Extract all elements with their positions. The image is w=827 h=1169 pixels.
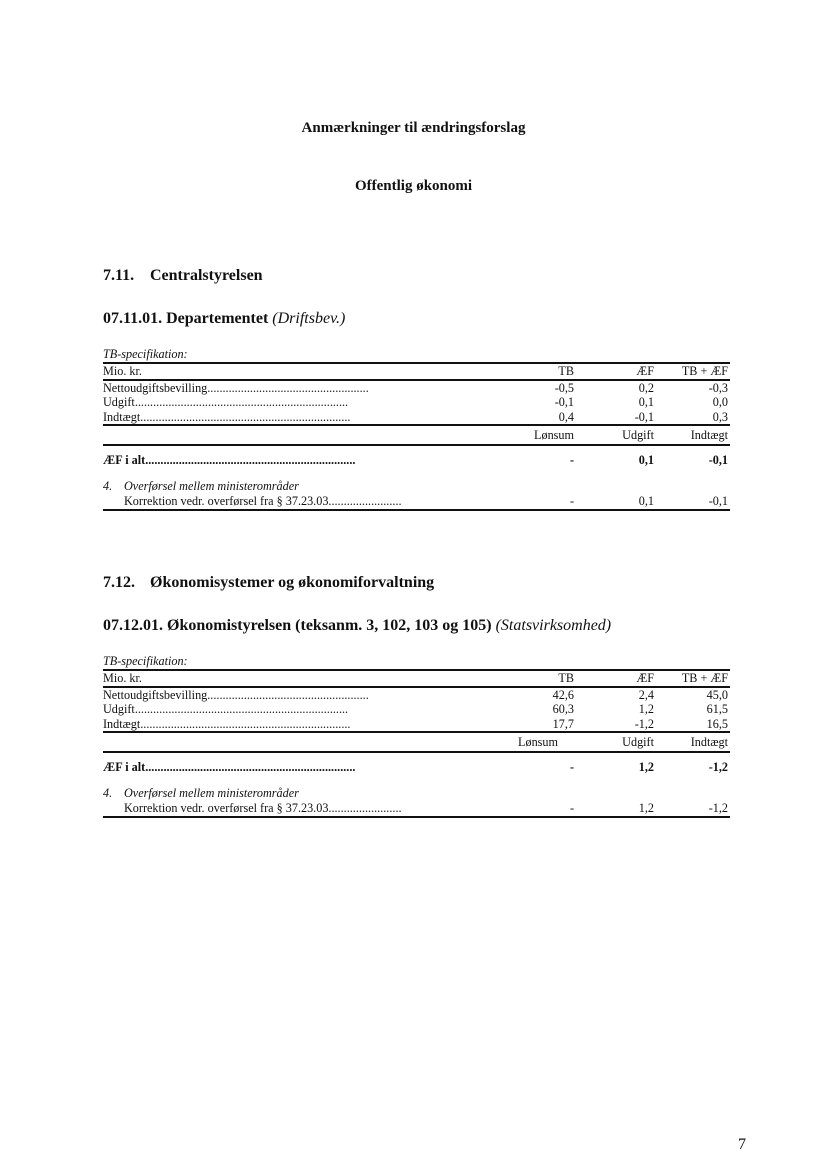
subheader-udgift: Udgift	[622, 735, 654, 749]
table-caption: TB-specifikation:	[103, 654, 188, 668]
table-row	[103, 688, 730, 703]
total-udgift: 1,2	[638, 760, 654, 774]
section-title: Centralstyrelsen	[150, 267, 263, 284]
note-row-label: Korrektion vedr. overførsel fra § 37.23.03........................	[124, 494, 402, 508]
header-aef: ÆF	[636, 671, 654, 685]
note-title	[103, 781, 730, 801]
row-label: Nettoudgiftsbevilling.....................................................	[103, 687, 369, 702]
cell-aef: 2,4	[638, 687, 654, 702]
table-subheader-row	[103, 733, 730, 751]
table-row	[103, 395, 730, 410]
cell-tb: 60,3	[552, 702, 574, 716]
subheader-indtaegt: Indtægt	[690, 428, 728, 442]
total-lonsum: -	[569, 453, 574, 467]
table-rule	[103, 509, 730, 511]
row-label: Udgift......................................................................	[103, 395, 349, 409]
total-udgift: 0,1	[638, 453, 654, 467]
note-lonsum: -	[569, 801, 574, 815]
cell-aef: 1,2	[638, 702, 654, 716]
subsection-heading-07-12-01	[103, 617, 611, 635]
cell-tb-aef: 45,0	[706, 687, 728, 702]
section-title: Økonomisystemer og økonomiforvaltning	[150, 574, 435, 591]
cell-aef: 0,1	[638, 395, 654, 409]
section-number: 7.11.	[103, 267, 135, 284]
header-aef: ÆF	[636, 364, 654, 378]
subsection-heading-07-11-01	[103, 310, 345, 328]
total-indtaegt: -0,1	[708, 453, 728, 467]
header-tb: TB	[558, 364, 574, 378]
cell-tb-aef: 0,0	[712, 395, 728, 409]
total-label: ÆF i alt.....................................................................	[103, 760, 356, 774]
tb-table-07-11-01	[103, 347, 730, 511]
note-row-label: Korrektion vedr. overførsel fra § 37.23.03........................	[124, 801, 402, 815]
row-label: Nettoudgiftsbevilling.....................................................	[103, 380, 369, 395]
total-lonsum: -	[569, 760, 574, 774]
table-row	[103, 717, 730, 732]
subheader-udgift: Udgift	[622, 428, 654, 442]
header-label: Mio. kr.	[103, 364, 142, 378]
note-indtaegt: -1,2	[708, 801, 728, 815]
note-row	[103, 801, 730, 816]
tb-table-07-12-01	[103, 654, 730, 818]
table-header-row	[103, 671, 730, 686]
section-number: 7.12.	[103, 574, 135, 591]
subsection-title: 07.11.01. Departementet	[103, 310, 269, 327]
cell-tb: 42,6	[552, 687, 574, 702]
total-indtaegt: -1,2	[708, 760, 728, 774]
row-label: Indtægt.....................................................................	[103, 409, 351, 424]
cell-tb: 0,4	[558, 409, 574, 424]
table-subheader-row	[103, 426, 730, 444]
section-heading-7-11	[103, 267, 263, 285]
note-index: 4.	[103, 786, 113, 800]
note-udgift: 1,2	[638, 801, 654, 815]
table-row	[103, 381, 730, 396]
note-lonsum: -	[569, 494, 574, 508]
page-heading: Anmærkninger til ændringsforslag	[301, 120, 526, 136]
cell-tb: -0,5	[554, 380, 574, 395]
subsection-title: 07.12.01. Økonomistyrelsen (teksanm. 3, 102, 103 og 105)	[103, 617, 492, 634]
subheader-lonsum: Lønsum	[518, 735, 558, 749]
row-label: Indtægt.....................................................................	[103, 716, 351, 731]
cell-tb: -0,1	[554, 395, 574, 409]
note-text: Overførsel mellem ministerområder	[124, 786, 299, 800]
cell-tb-aef: -0,3	[708, 380, 728, 395]
row-label: Udgift......................................................................	[103, 702, 349, 716]
header-label: Mio. kr.	[103, 671, 142, 685]
header-tb-aef: TB + ÆF	[681, 364, 728, 378]
subheader-lonsum: Lønsum	[534, 428, 574, 442]
table-rule	[103, 816, 730, 818]
cell-tb-aef: 16,5	[706, 716, 728, 731]
cell-tb-aef: 61,5	[706, 702, 728, 716]
note-row	[103, 494, 730, 509]
subsection-type: (Statsvirksomhed)	[495, 617, 612, 634]
cell-aef: -0,1	[634, 409, 654, 424]
table-header-row	[103, 364, 730, 379]
cell-tb-aef: 0,3	[712, 409, 728, 424]
note-title	[103, 474, 730, 494]
note-index: 4.	[103, 479, 113, 493]
total-label: ÆF i alt.....................................................................	[103, 453, 356, 467]
note-udgift: 0,1	[638, 494, 654, 508]
subsection-type: (Driftsbev.)	[272, 310, 346, 327]
page-number: 7	[738, 1136, 746, 1153]
table-row	[103, 702, 730, 717]
table-row	[103, 410, 730, 425]
table-caption: TB-specifikation:	[103, 347, 188, 361]
note-indtaegt: -0,1	[708, 494, 728, 508]
section-heading-7-12	[103, 574, 434, 592]
header-tb-aef: TB + ÆF	[681, 671, 728, 685]
note-text: Overførsel mellem ministerområder	[124, 479, 299, 493]
subheader-indtaegt: Indtægt	[690, 735, 728, 749]
table-total-row	[103, 753, 730, 781]
cell-tb: 17,7	[552, 716, 574, 731]
cell-aef: -1,2	[634, 716, 654, 731]
page-subheading: Offentlig økonomi	[354, 178, 473, 194]
cell-aef: 0,2	[638, 380, 654, 395]
table-total-row	[103, 446, 730, 474]
header-tb: TB	[558, 671, 574, 685]
